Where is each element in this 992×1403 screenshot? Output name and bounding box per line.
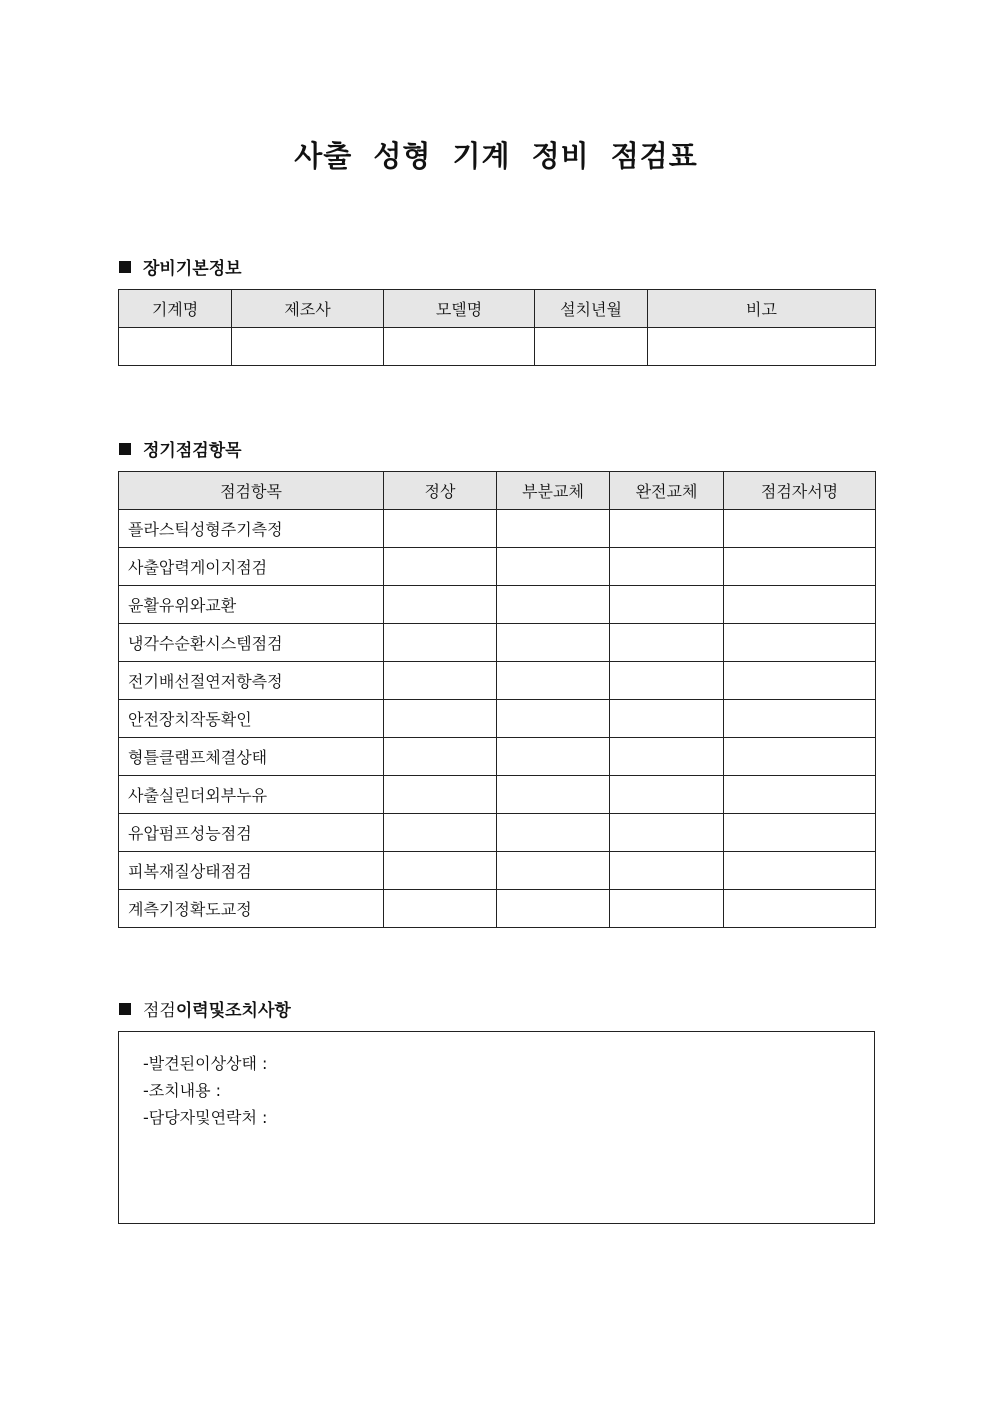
full-replace-check-cell[interactable]	[610, 700, 724, 738]
table-row	[119, 814, 876, 852]
full-replace-check-cell[interactable]	[610, 586, 724, 624]
section-heading-label: 정기점검항목	[143, 441, 242, 461]
partial-replace-check-cell[interactable]	[497, 738, 610, 776]
normal-check-cell[interactable]	[384, 624, 497, 662]
inspection-item-label: 윤활유위와교환	[119, 586, 384, 624]
inspection-table	[118, 471, 876, 928]
column-header-full-replace: 완전교체	[610, 472, 724, 510]
partial-replace-check-cell[interactable]	[497, 890, 610, 928]
column-header-remarks: 비고	[648, 290, 876, 328]
inspection-item-label: 플라스틱성형주기측정	[119, 510, 384, 548]
normal-check-cell[interactable]	[384, 852, 497, 890]
column-header-install-date: 설치년월	[535, 290, 648, 328]
signature-cell[interactable]	[724, 852, 876, 890]
column-header-item: 점검항목	[119, 472, 384, 510]
normal-check-cell[interactable]	[384, 700, 497, 738]
normal-check-cell[interactable]	[384, 738, 497, 776]
table-row	[119, 738, 876, 776]
section-heading-label: 장비기본정보	[143, 259, 242, 279]
full-replace-check-cell[interactable]	[610, 624, 724, 662]
full-replace-check-cell[interactable]	[610, 852, 724, 890]
full-replace-check-cell[interactable]	[610, 548, 724, 586]
partial-replace-check-cell[interactable]	[497, 586, 610, 624]
normal-check-cell[interactable]	[384, 510, 497, 548]
table-row	[119, 890, 876, 928]
table-row	[119, 662, 876, 700]
partial-replace-check-cell[interactable]	[497, 548, 610, 586]
found-issue-line: -발견된이상상태 :	[143, 1054, 268, 1073]
normal-check-cell[interactable]	[384, 890, 497, 928]
model-name-cell[interactable]	[384, 328, 535, 366]
signature-cell[interactable]	[724, 624, 876, 662]
table-row	[119, 852, 876, 890]
full-replace-check-cell[interactable]	[610, 738, 724, 776]
inspection-item-label: 전기배선절연저항측정	[119, 662, 384, 700]
normal-check-cell[interactable]	[384, 776, 497, 814]
black-square-icon	[119, 261, 131, 273]
signature-cell[interactable]	[724, 548, 876, 586]
full-replace-check-cell[interactable]	[610, 890, 724, 928]
table-header-row	[119, 290, 876, 328]
normal-check-cell[interactable]	[384, 548, 497, 586]
full-replace-check-cell[interactable]	[610, 662, 724, 700]
page-title: 사출 성형 기계 정비 점검표	[294, 139, 698, 173]
signature-cell[interactable]	[724, 510, 876, 548]
full-replace-check-cell[interactable]	[610, 510, 724, 548]
partial-replace-check-cell[interactable]	[497, 776, 610, 814]
partial-replace-check-cell[interactable]	[497, 510, 610, 548]
inspection-item-label: 사출압력게이지점검	[119, 548, 384, 586]
table-header-row	[119, 472, 876, 510]
column-header-partial-replace: 부분교체	[497, 472, 610, 510]
section-heading-basic-info	[119, 254, 242, 279]
inspection-item-label: 계측기정확도교정	[119, 890, 384, 928]
table-row	[119, 700, 876, 738]
inspection-item-label: 사출실린더외부누유	[119, 776, 384, 814]
action-taken-line: -조치내용 :	[143, 1081, 222, 1100]
normal-check-cell[interactable]	[384, 662, 497, 700]
table-row	[119, 776, 876, 814]
black-square-icon	[119, 1003, 131, 1015]
section-heading-label-bold: 이력및조치사항	[175, 1001, 291, 1021]
partial-replace-check-cell[interactable]	[497, 662, 610, 700]
table-row	[119, 586, 876, 624]
signature-cell[interactable]	[724, 738, 876, 776]
section-heading-label-light: 점검	[143, 1001, 176, 1021]
partial-replace-check-cell[interactable]	[497, 624, 610, 662]
black-square-icon	[119, 443, 131, 455]
table-row	[119, 548, 876, 586]
inspection-item-label: 피복재질상태점검	[119, 852, 384, 890]
signature-cell[interactable]	[724, 776, 876, 814]
signature-cell[interactable]	[724, 700, 876, 738]
history-notes-box[interactable]	[118, 1031, 875, 1224]
section-heading-history	[119, 996, 291, 1021]
table-row	[119, 624, 876, 662]
section-heading-inspection	[119, 436, 242, 461]
inspection-item-label: 안전장치작동확인	[119, 700, 384, 738]
signature-cell[interactable]	[724, 662, 876, 700]
partial-replace-check-cell[interactable]	[497, 814, 610, 852]
full-replace-check-cell[interactable]	[610, 814, 724, 852]
column-header-inspector-signature: 점검자서명	[724, 472, 876, 510]
signature-cell[interactable]	[724, 814, 876, 852]
notes-lines	[143, 1050, 267, 1131]
normal-check-cell[interactable]	[384, 814, 497, 852]
normal-check-cell[interactable]	[384, 586, 497, 624]
machine-name-cell[interactable]	[119, 328, 232, 366]
contact-line: -담당자및연락처 :	[143, 1108, 268, 1127]
signature-cell[interactable]	[724, 586, 876, 624]
table-row	[119, 328, 876, 366]
signature-cell[interactable]	[724, 890, 876, 928]
partial-replace-check-cell[interactable]	[497, 852, 610, 890]
column-header-normal: 정상	[384, 472, 497, 510]
table-row	[119, 510, 876, 548]
inspection-item-label: 냉각수순환시스템점검	[119, 624, 384, 662]
install-date-cell[interactable]	[535, 328, 648, 366]
inspection-item-label: 유압펌프성능점검	[119, 814, 384, 852]
partial-replace-check-cell[interactable]	[497, 700, 610, 738]
column-header-manufacturer: 제조사	[232, 290, 384, 328]
manufacturer-cell[interactable]	[232, 328, 384, 366]
column-header-model-name: 모델명	[384, 290, 535, 328]
basic-info-table	[118, 289, 876, 366]
remarks-cell[interactable]	[648, 328, 876, 366]
inspection-item-label: 형틀클램프체결상태	[119, 738, 384, 776]
full-replace-check-cell[interactable]	[610, 776, 724, 814]
column-header-machine-name: 기계명	[119, 290, 232, 328]
